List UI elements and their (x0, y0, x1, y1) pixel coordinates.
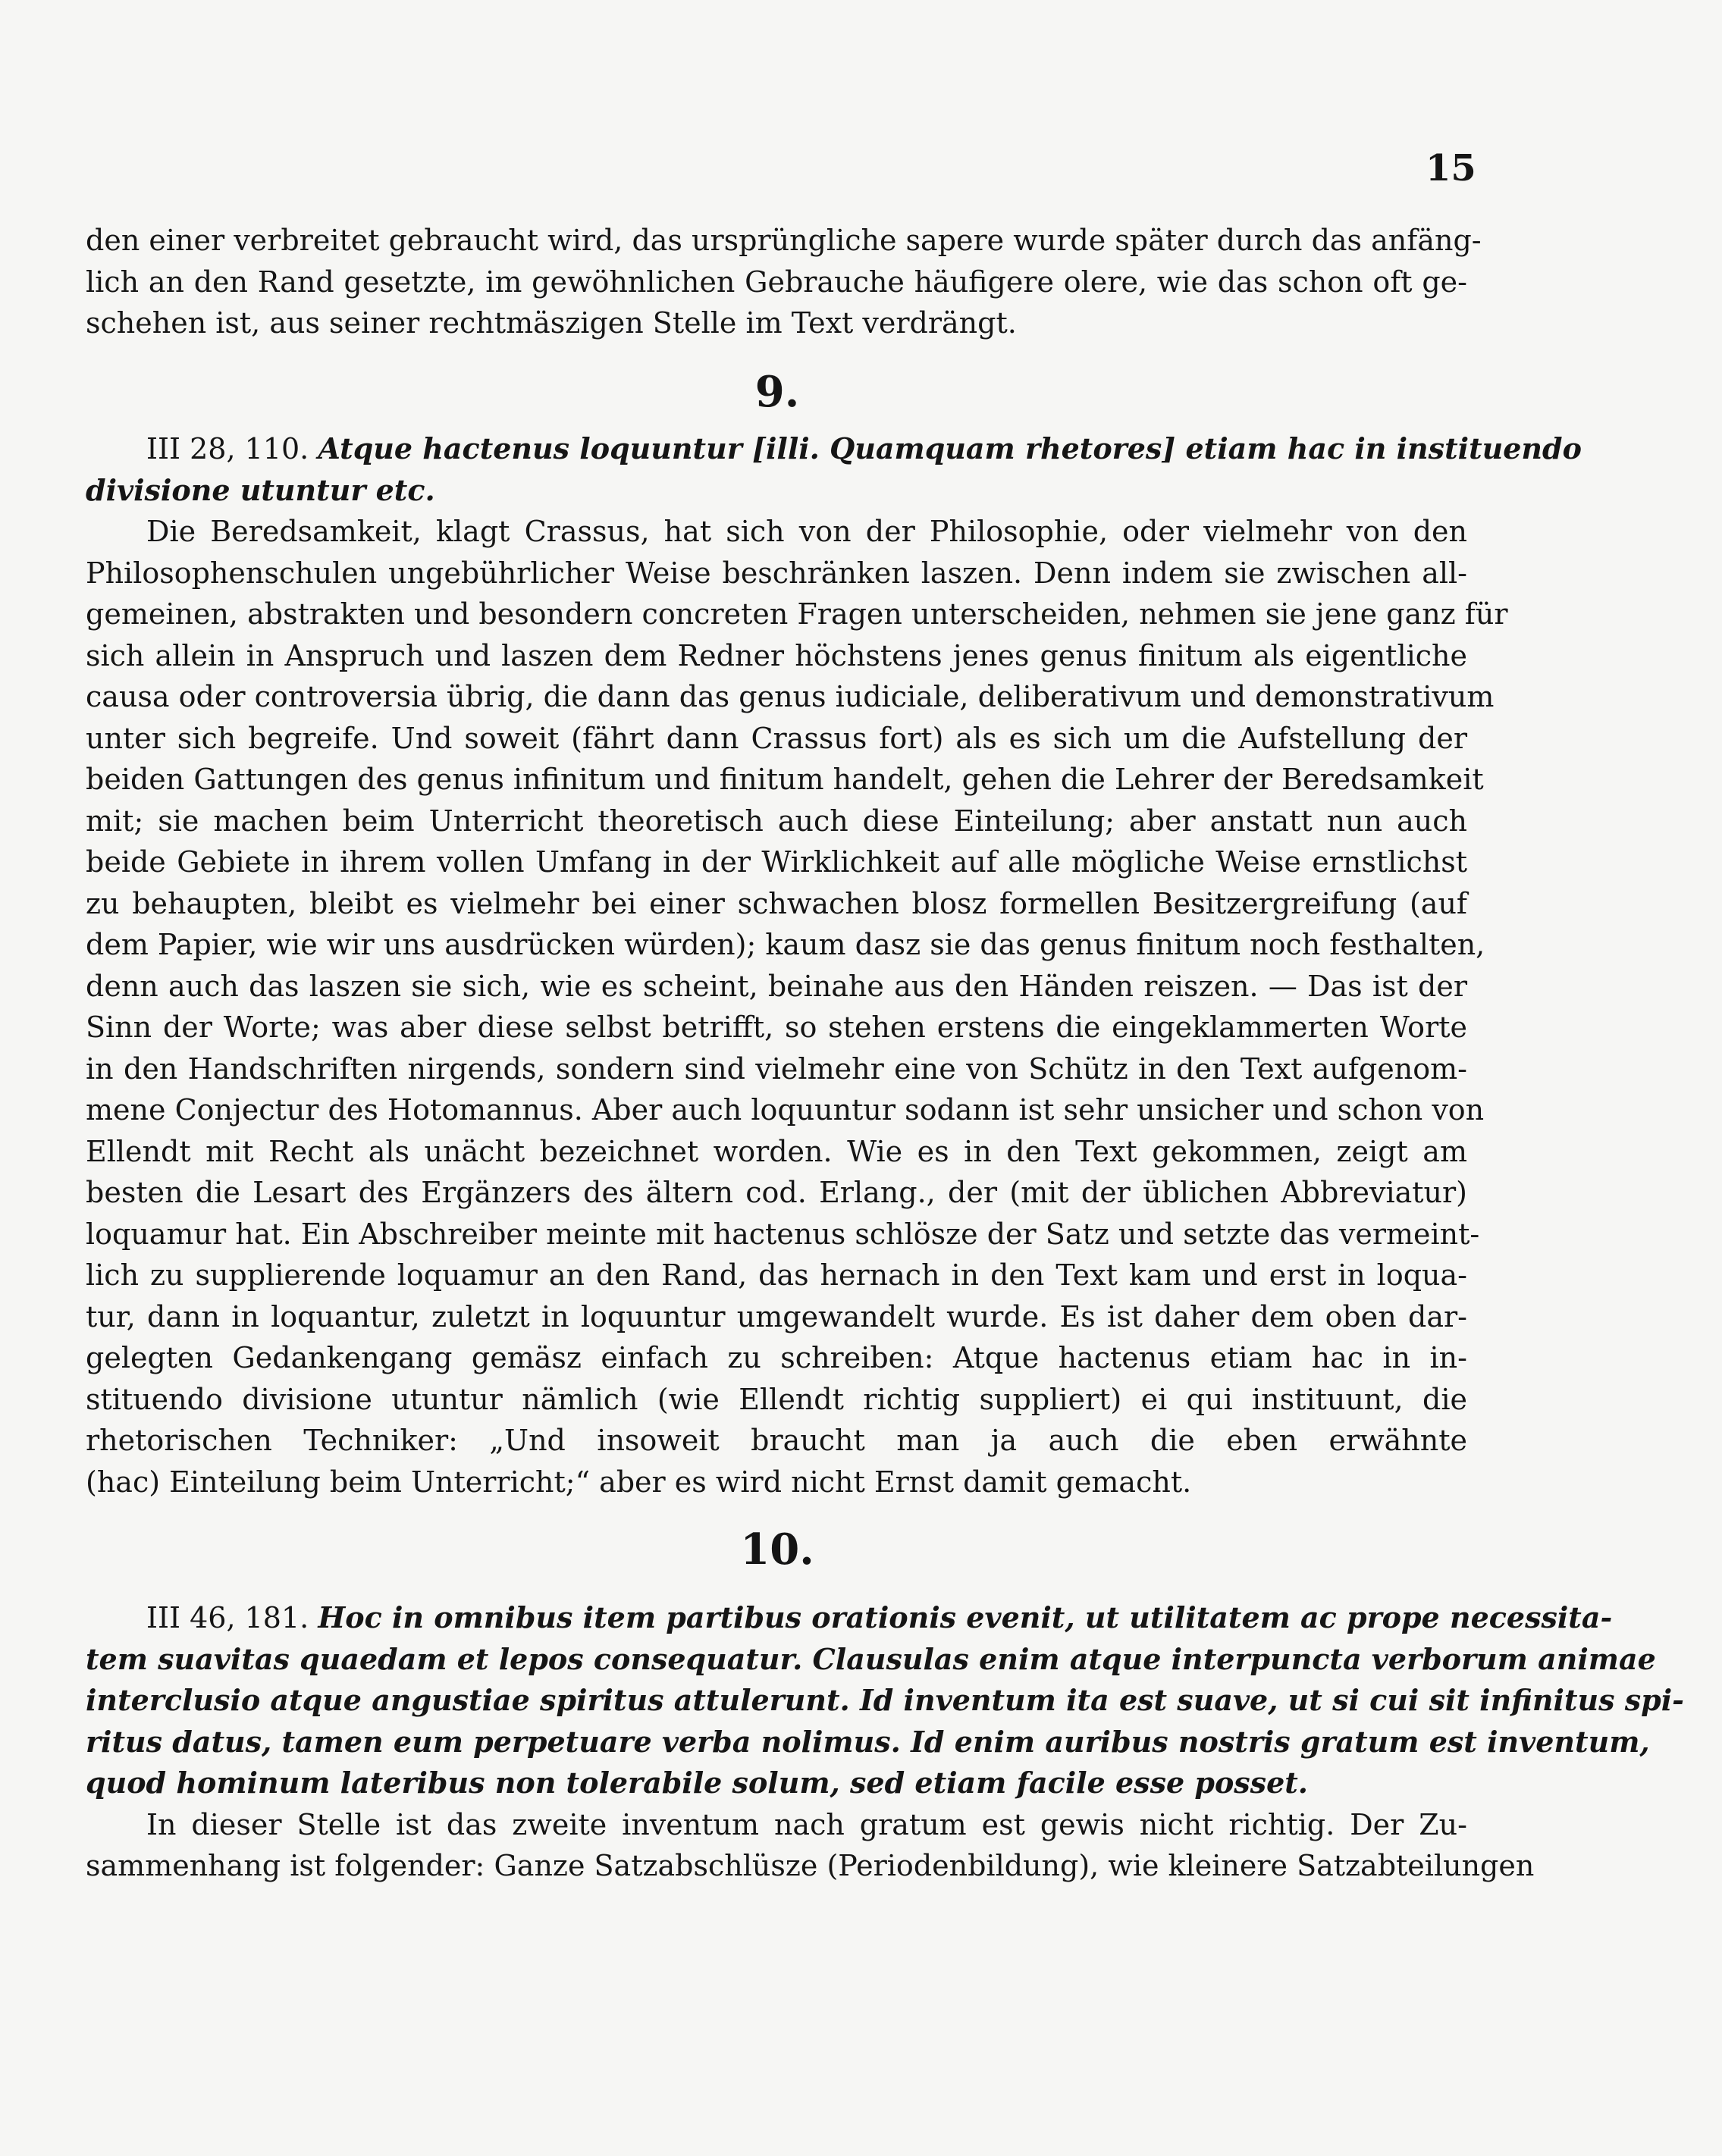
text-line: lich an den Rand gesetzte, im gewöhnlichen Gebrauche häufigere olere, wie das schon oft ge- (86, 265, 1467, 299)
latin-quote: quod hominum lateribus non tolerabile solum, sed etiam facile esse posset. (86, 1766, 1309, 1800)
citation-line (86, 428, 1582, 470)
text-line: loquamur hat. Ein Abschreiber meinte mit hactenus schlösze der Satz und setzte das vermeint- (86, 1217, 1480, 1251)
text-line: dem Papier, wie wir uns ausdrücken würden); kaum dasz sie das genus finitum noch festhalten, (86, 928, 1485, 961)
text-line: in den Handschriften nirgends, sondern sind vielmehr eine von Schütz in den Text aufgenom- (86, 1051, 1467, 1086)
text-line: zu behaupten, bleibt es vielmehr bei einer schwachen blosz formellen Besitzergreifung (auf (86, 886, 1467, 920)
citation-ref: III 46, 181. (146, 1601, 309, 1634)
page-number: 15 (1426, 147, 1476, 190)
text-line: unter sich begreife. Und soweit (fährt dann Crassus fort) als es sich um die Aufstellung der (86, 721, 1467, 755)
text-line: gemeinen, abstrakten und besondern concreten Fragen unterscheiden, nehmen sie jene ganz für (86, 597, 1508, 631)
latin-quote: interclusio atque angustiae spiritus attulerunt. Id inventum ita est suave, ut si cui sit infinitus spi- (86, 1683, 1684, 1717)
text-line: (hac) Einteilung beim Unterricht;“ aber es wird nicht Ernst damit gemacht. (86, 1465, 1192, 1499)
text-line: denn auch das laszen sie sich, wie es scheint, beinahe aus den Händen reiszen. — Das ist der (86, 969, 1467, 1003)
text-line: causa oder controversia übrig, die dann das genus iudiciale, deliberativum und demonstrativum (86, 680, 1495, 713)
section-10-body (86, 1597, 1684, 1887)
text-line: Ellendt mit Recht als unächt bezeichnet worden. Wie es in den Text gekommen, zeigt am (86, 1134, 1467, 1168)
latin-quote: Hoc in omnibus item partibus orationis evenit, ut utilitatem ac prope necessita- (318, 1600, 1613, 1634)
text-line: mit; sie machen beim Unterricht theoretisch auch diese Einteilung; aber anstatt nun auch (86, 804, 1467, 838)
text-line: den einer verbreitet gebraucht wird, das ursprüngliche sapere wurde später durch das anfäng- (86, 224, 1482, 257)
text-line: Sinn der Worte; was aber diese selbst betrifft, so stehen erstens die eingeklammerten Worte (86, 1011, 1467, 1044)
section-heading-9: 9. (754, 367, 800, 417)
citation-line (86, 1597, 1613, 1639)
text-line: lich zu supplierende loquamur an den Rand, das hernach in den Text kam und erst in loqua- (86, 1258, 1467, 1292)
latin-quote: Atque hactenus loquuntur [illi. Quamquam rhetores] etiam hac in instituendo (318, 431, 1582, 465)
citation-ref: III 28, 110. (146, 432, 309, 465)
text-line: mene Conjectur des Hotomannus. Aber auch loquuntur sodann ist sehr unsicher und schon von (86, 1093, 1485, 1127)
text-line: In dieser Stelle ist das zweite inventum nach gratum est gewis nicht richtig. Der Zu- (146, 1807, 1467, 1841)
text-line: Die Beredsamkeit, klagt Crassus, hat sich von der Philosophie, oder vielmehr von den (146, 515, 1467, 548)
latin-quote: tem suavitas quaedam et lepos consequatur. Clausulas enim atque interpuncta verborum animae (86, 1641, 1656, 1676)
intro-paragraph (86, 220, 1482, 344)
text-line: rhetorischen Techniker: „Und insoweit braucht man ja auch die eben erwähnte (86, 1424, 1467, 1457)
text-line: sich allein in Anspruch und laszen dem Redner höchstens jenes genus finitum als eigentliche (86, 638, 1467, 672)
text-line: Philosophenschulen ungebührlicher Weise beschränken laszen. Denn indem sie zwischen all- (86, 556, 1467, 590)
text-line: beiden Gattungen des genus infinitum und finitum handelt, gehen die Lehrer der Beredsamkeit (86, 763, 1484, 796)
text-line: tur, dann in loquantur, zuletzt in loquuntur umgewandelt wurde. Es ist daher dem oben dar- (86, 1299, 1467, 1333)
text-line: sammenhang ist folgender: Ganze Satzabschlüsze (Periodenbildung), wie kleinere Satzabteilungen (86, 1849, 1535, 1882)
section-9-body (86, 428, 1582, 1503)
text-line: schehen ist, aus seiner rechtmäszigen Stelle im Text verdrängt. (86, 306, 1017, 340)
text-line: stituendo divisione utuntur nämlich (wie Ellendt richtig suppliert) ei qui instituunt, die (86, 1382, 1467, 1416)
text-line: besten die Lesart des Ergänzers des ältern cod. Erlang., der (mit der üblichen Abbreviatur) (86, 1176, 1467, 1209)
section-heading-10: 10. (740, 1525, 814, 1575)
text-line: gelegten Gedankengang gemäsz einfach zu schreiben: Atque hactenus etiam hac in in- (86, 1341, 1467, 1374)
latin-quote: divisione utuntur etc. (86, 472, 435, 507)
text-line: beide Gebiete in ihrem vollen Umfang in der Wirklichkeit auf alle mögliche Weise ernstlichst (86, 845, 1467, 879)
latin-quote: ritus datus, tamen eum perpetuare verba nolimus. Id enim auribus nostris gratum est inventum, (86, 1724, 1650, 1759)
